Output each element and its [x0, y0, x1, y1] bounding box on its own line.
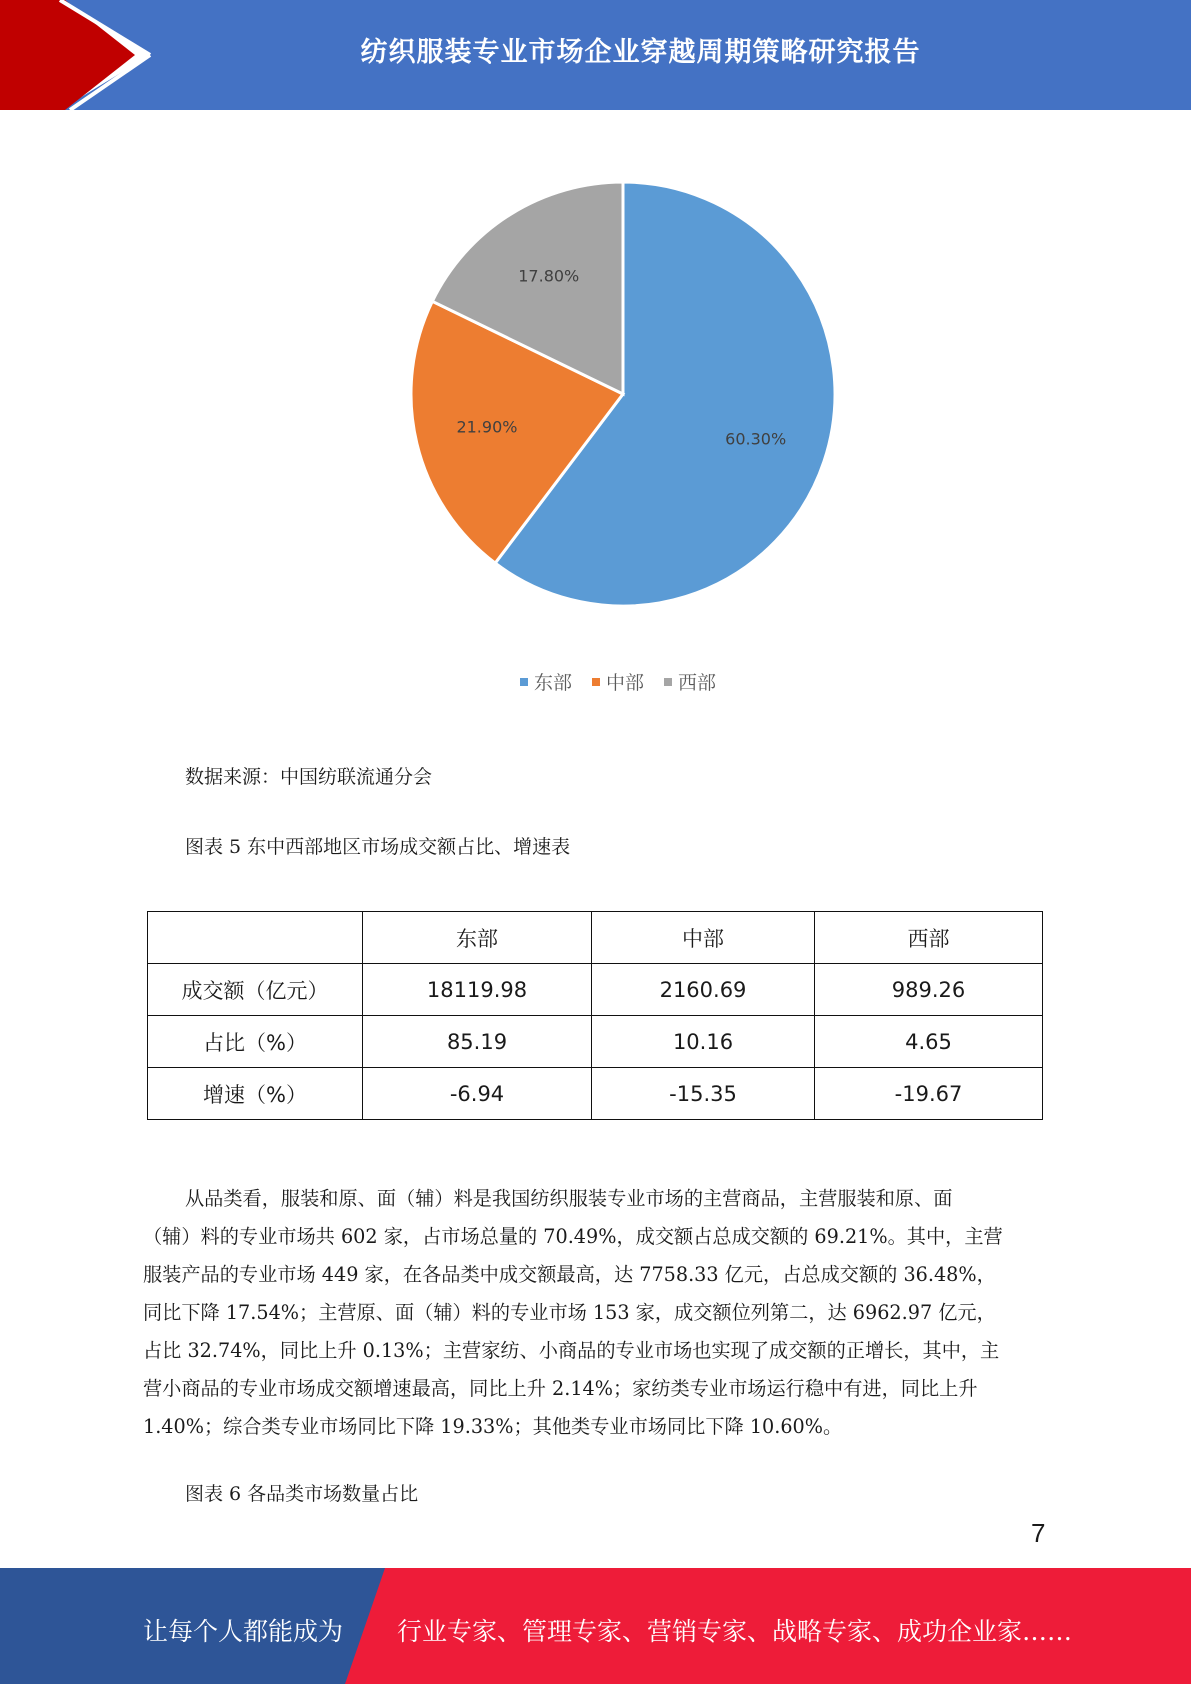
- pie-label-east: 60.30%: [725, 429, 787, 449]
- paragraph-line: 同比下降 17.54%；主营原、面（辅）料的专业市场 153 家，成交额位列第二，达 6962.97 亿元，: [143, 1301, 996, 1324]
- pie-label-central: 21.90%: [456, 417, 518, 437]
- paragraph-line: 营小商品的专业市场成交额增速最高，同比上升 2.14%；家纺类专业市场运行稳中有进，同比上升: [143, 1377, 978, 1400]
- table-cell: 4.65: [815, 1016, 1043, 1068]
- header-banner: [0, 0, 1191, 110]
- pie-chart-svg: [380, 150, 860, 620]
- footer-slogan-left: 让每个人都能成为: [143, 1617, 344, 1646]
- legend-swatch-west: [664, 678, 672, 686]
- paragraph-line: （辅）料的专业市场共 602 家，占市场总量的 70.49%，成交额占总成交额的 69.21%。其中，主营: [143, 1225, 1003, 1248]
- table-header-cell: [148, 912, 363, 964]
- paragraph-line: 从品类看，服装和原、面（辅）料是我国纺织服装专业市场的主营商品，主营服装和原、面: [185, 1187, 953, 1210]
- data-source: 数据来源：中国纺联流通分会: [185, 766, 433, 788]
- table-row: [148, 964, 1043, 1016]
- table-cell: 10.16: [592, 1016, 815, 1068]
- legend-item-west: [664, 668, 716, 695]
- table-cell: -6.94: [363, 1068, 592, 1120]
- table-cell: -15.35: [592, 1068, 815, 1120]
- figure-caption: 图表 6 各品类市场数量占比: [185, 1483, 419, 1505]
- footer-slogan-right: 行业专家、管理专家、营销专家、战略专家、成功企业家……: [397, 1617, 1073, 1646]
- paragraph-line: 占比 32.74%，同比上升 0.13%；主营家纺、小商品的专业市场也实现了成交额的正增长，其中，主: [143, 1339, 1000, 1362]
- paragraph-line: 1.40%；综合类专业市场同比下降 19.33%；其他类专业市场同比下降 10.60%。: [143, 1415, 843, 1438]
- table-row: [148, 1068, 1043, 1120]
- table-row: [148, 1016, 1043, 1068]
- page-number: 7: [1031, 1518, 1046, 1548]
- table-row-label: 占比（%）: [148, 1016, 363, 1068]
- legend-swatch-east: [520, 678, 528, 686]
- chart-legend: [520, 668, 716, 695]
- legend-label-west: 西部: [678, 672, 717, 694]
- table-cell: 18119.98: [363, 964, 592, 1016]
- pie-chart: [380, 150, 860, 620]
- legend-label-east: 东部: [534, 672, 573, 694]
- table-cell: -19.67: [815, 1068, 1043, 1120]
- legend-item-central: [592, 668, 644, 695]
- table-row-label: 成交额（亿元）: [148, 964, 363, 1016]
- report-title: 纺织服装专业市场企业穿越周期策略研究报告: [360, 36, 921, 68]
- table-cell: 989.26: [815, 964, 1043, 1016]
- table-header-cell: 东部: [363, 912, 592, 964]
- legend-swatch-central: [592, 678, 600, 686]
- table-caption: 图表 5 东中西部地区市场成交额占比、增速表: [185, 836, 571, 858]
- legend-label-central: 中部: [606, 672, 645, 694]
- body-paragraph: [143, 1180, 1048, 1446]
- region-table: [147, 911, 1043, 1120]
- table-row-label: 增速（%）: [148, 1068, 363, 1120]
- table-cell: 85.19: [363, 1016, 592, 1068]
- table-header-cell: 西部: [815, 912, 1043, 964]
- paragraph-line: 服装产品的专业市场 449 家，在各品类中成交额最高，达 7758.33 亿元，占总成交额的 36.48%，: [143, 1263, 996, 1286]
- table-header-cell: 中部: [592, 912, 815, 964]
- pie-label-west: 17.80%: [518, 266, 580, 286]
- table-header-row: [148, 912, 1043, 964]
- legend-item-east: [520, 668, 572, 695]
- table-cell: 2160.69: [592, 964, 815, 1016]
